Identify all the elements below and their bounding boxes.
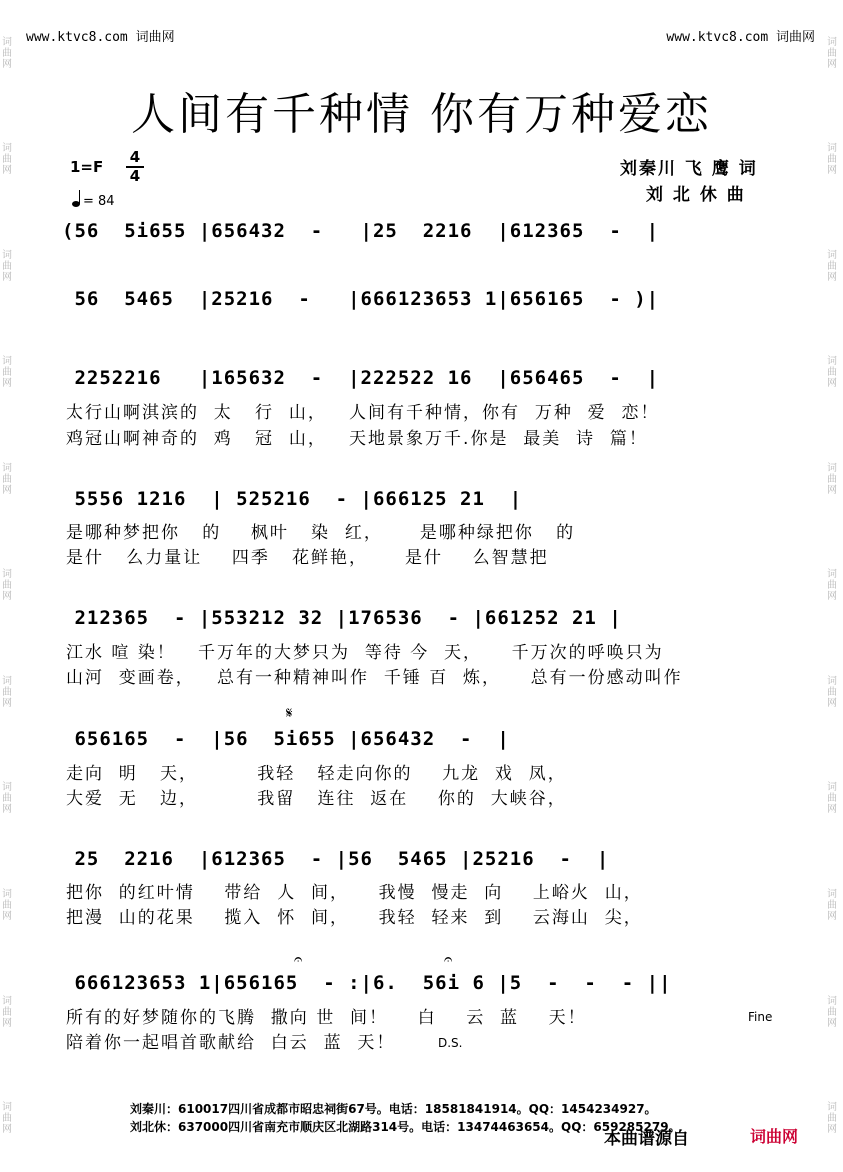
source-label: 本曲谱源自 <box>604 1129 689 1149</box>
lyricist-credit: 刘秦川 飞 鹰 词 <box>620 159 758 179</box>
lyric-line-6a: 走向 明 天， 我轻 轻走向你的 九龙 戏 凤， <box>66 764 567 784</box>
notation-line-8: 666123653 1|656165 - :|6. 56i 6 |5 - - - || <box>62 972 672 994</box>
lyric-line-3b: 鸡冠山啊神奇的 鸡 冠 山， 天地景象万千.你是 最美 诗 篇！ <box>66 429 648 449</box>
lyric-line-8b: 陪着你一起唱首歌献给 白云 蓝 天！ <box>66 1033 396 1053</box>
tempo-value: = 84 <box>83 194 115 209</box>
notation-line-7: 25 2216 |612365 - |56 5465 |25216 - | <box>62 848 610 870</box>
notation-line-6: 656165 - |56 5i655 |656432 - | <box>62 728 510 750</box>
notation-line-5: 212365 - |553212 32 |176536 - |661252 21 | <box>62 607 622 629</box>
lyric-line-7b: 把漫 山的花果 揽入 怀 间， 我轻 轻来 到 云海山 尖， <box>66 908 643 928</box>
lyric-line-8a: 所有的好梦随你的飞腾 撒向 世 间！ 白 云 蓝 天！ <box>66 1008 587 1028</box>
composer-credit: 刘 北 休 曲 <box>646 185 746 205</box>
time-signature-bottom: 4 <box>129 167 141 185</box>
lyric-line-3a: 太行山啊淇滨的 太 行 山， 人间有千种情，你有 万种 爱 恋！ <box>66 403 660 423</box>
fermata-icon: 𝄐 <box>294 950 303 968</box>
segno-icon: 𝄋 <box>286 704 293 722</box>
fine-marking: Fine <box>748 1010 773 1024</box>
time-signature <box>126 150 144 184</box>
notation-line-4: 5556 1216 | 525216 - |666125 21 | <box>62 488 523 510</box>
tempo-marking <box>72 194 115 209</box>
brand-logo[interactable]: 词曲网 <box>750 1127 799 1146</box>
contact-line-1: 刘秦川：610017四川省成都市昭忠祠街67号。电话：18581841914。QQ：1454234927。 <box>130 1102 657 1116</box>
lyric-line-4b: 是什 么力量让 四季 花鲜艳， 是什 么智慧把 <box>66 548 549 568</box>
key-signature: 1=F <box>70 158 104 176</box>
lyric-line-7a: 把你 的红叶情 带给 人 间， 我慢 慢走 向 上峪火 山， <box>66 883 643 903</box>
lyric-line-4a: 是哪种梦把你 的 枫叶 染 红， 是哪种绿把你 的 <box>66 523 576 543</box>
ds-marking: D.S. <box>438 1036 463 1050</box>
site-watermark-right: www.ktvc8.com 词曲网 <box>666 30 815 45</box>
left-watermark-strip: 词曲网 词曲网 词曲网 词曲网 词曲网 词曲网 词曲网 词曲网 词曲网 词曲网 词曲网 <box>2 36 12 1136</box>
lyric-line-6b: 大爱 无 边， 我留 连往 返在 你的 大峡谷， <box>66 789 567 809</box>
right-watermark-strip: 词曲网 词曲网 词曲网 词曲网 词曲网 词曲网 词曲网 词曲网 词曲网 词曲网 词曲网 <box>827 36 837 1136</box>
lyric-line-5b: 山河 变画卷， 总有一种精神叫作 千锤 百 炼， 总有一份感动叫作 <box>66 668 683 688</box>
notation-line-3: 2252216 |165632 - |222522 16 |656465 - | <box>62 367 660 389</box>
site-watermark-left: www.ktvc8.com 词曲网 <box>26 30 175 45</box>
fermata-icon: 𝄐 <box>444 950 453 968</box>
notation-line-2: 56 5465 |25216 - |666123653 1|656165 - )| <box>62 288 660 310</box>
quarter-note-icon <box>72 201 80 207</box>
notation-line-1: (56 5i655 |656432 - |25 2216 |612365 - | <box>62 220 660 242</box>
contact-line-2: 刘北休：637000四川省南充市顺庆区北湖路314号。电话：13474463654。QQ：659285279。 <box>130 1120 681 1134</box>
time-signature-top: 4 <box>129 148 141 166</box>
song-title: 人间有千种情 你有万种爱恋 <box>131 89 712 140</box>
lyric-line-5a: 江水 喧 染！ 千万年的大梦只为 等待 今 天， 千万次的呼唤只为 <box>66 643 664 663</box>
